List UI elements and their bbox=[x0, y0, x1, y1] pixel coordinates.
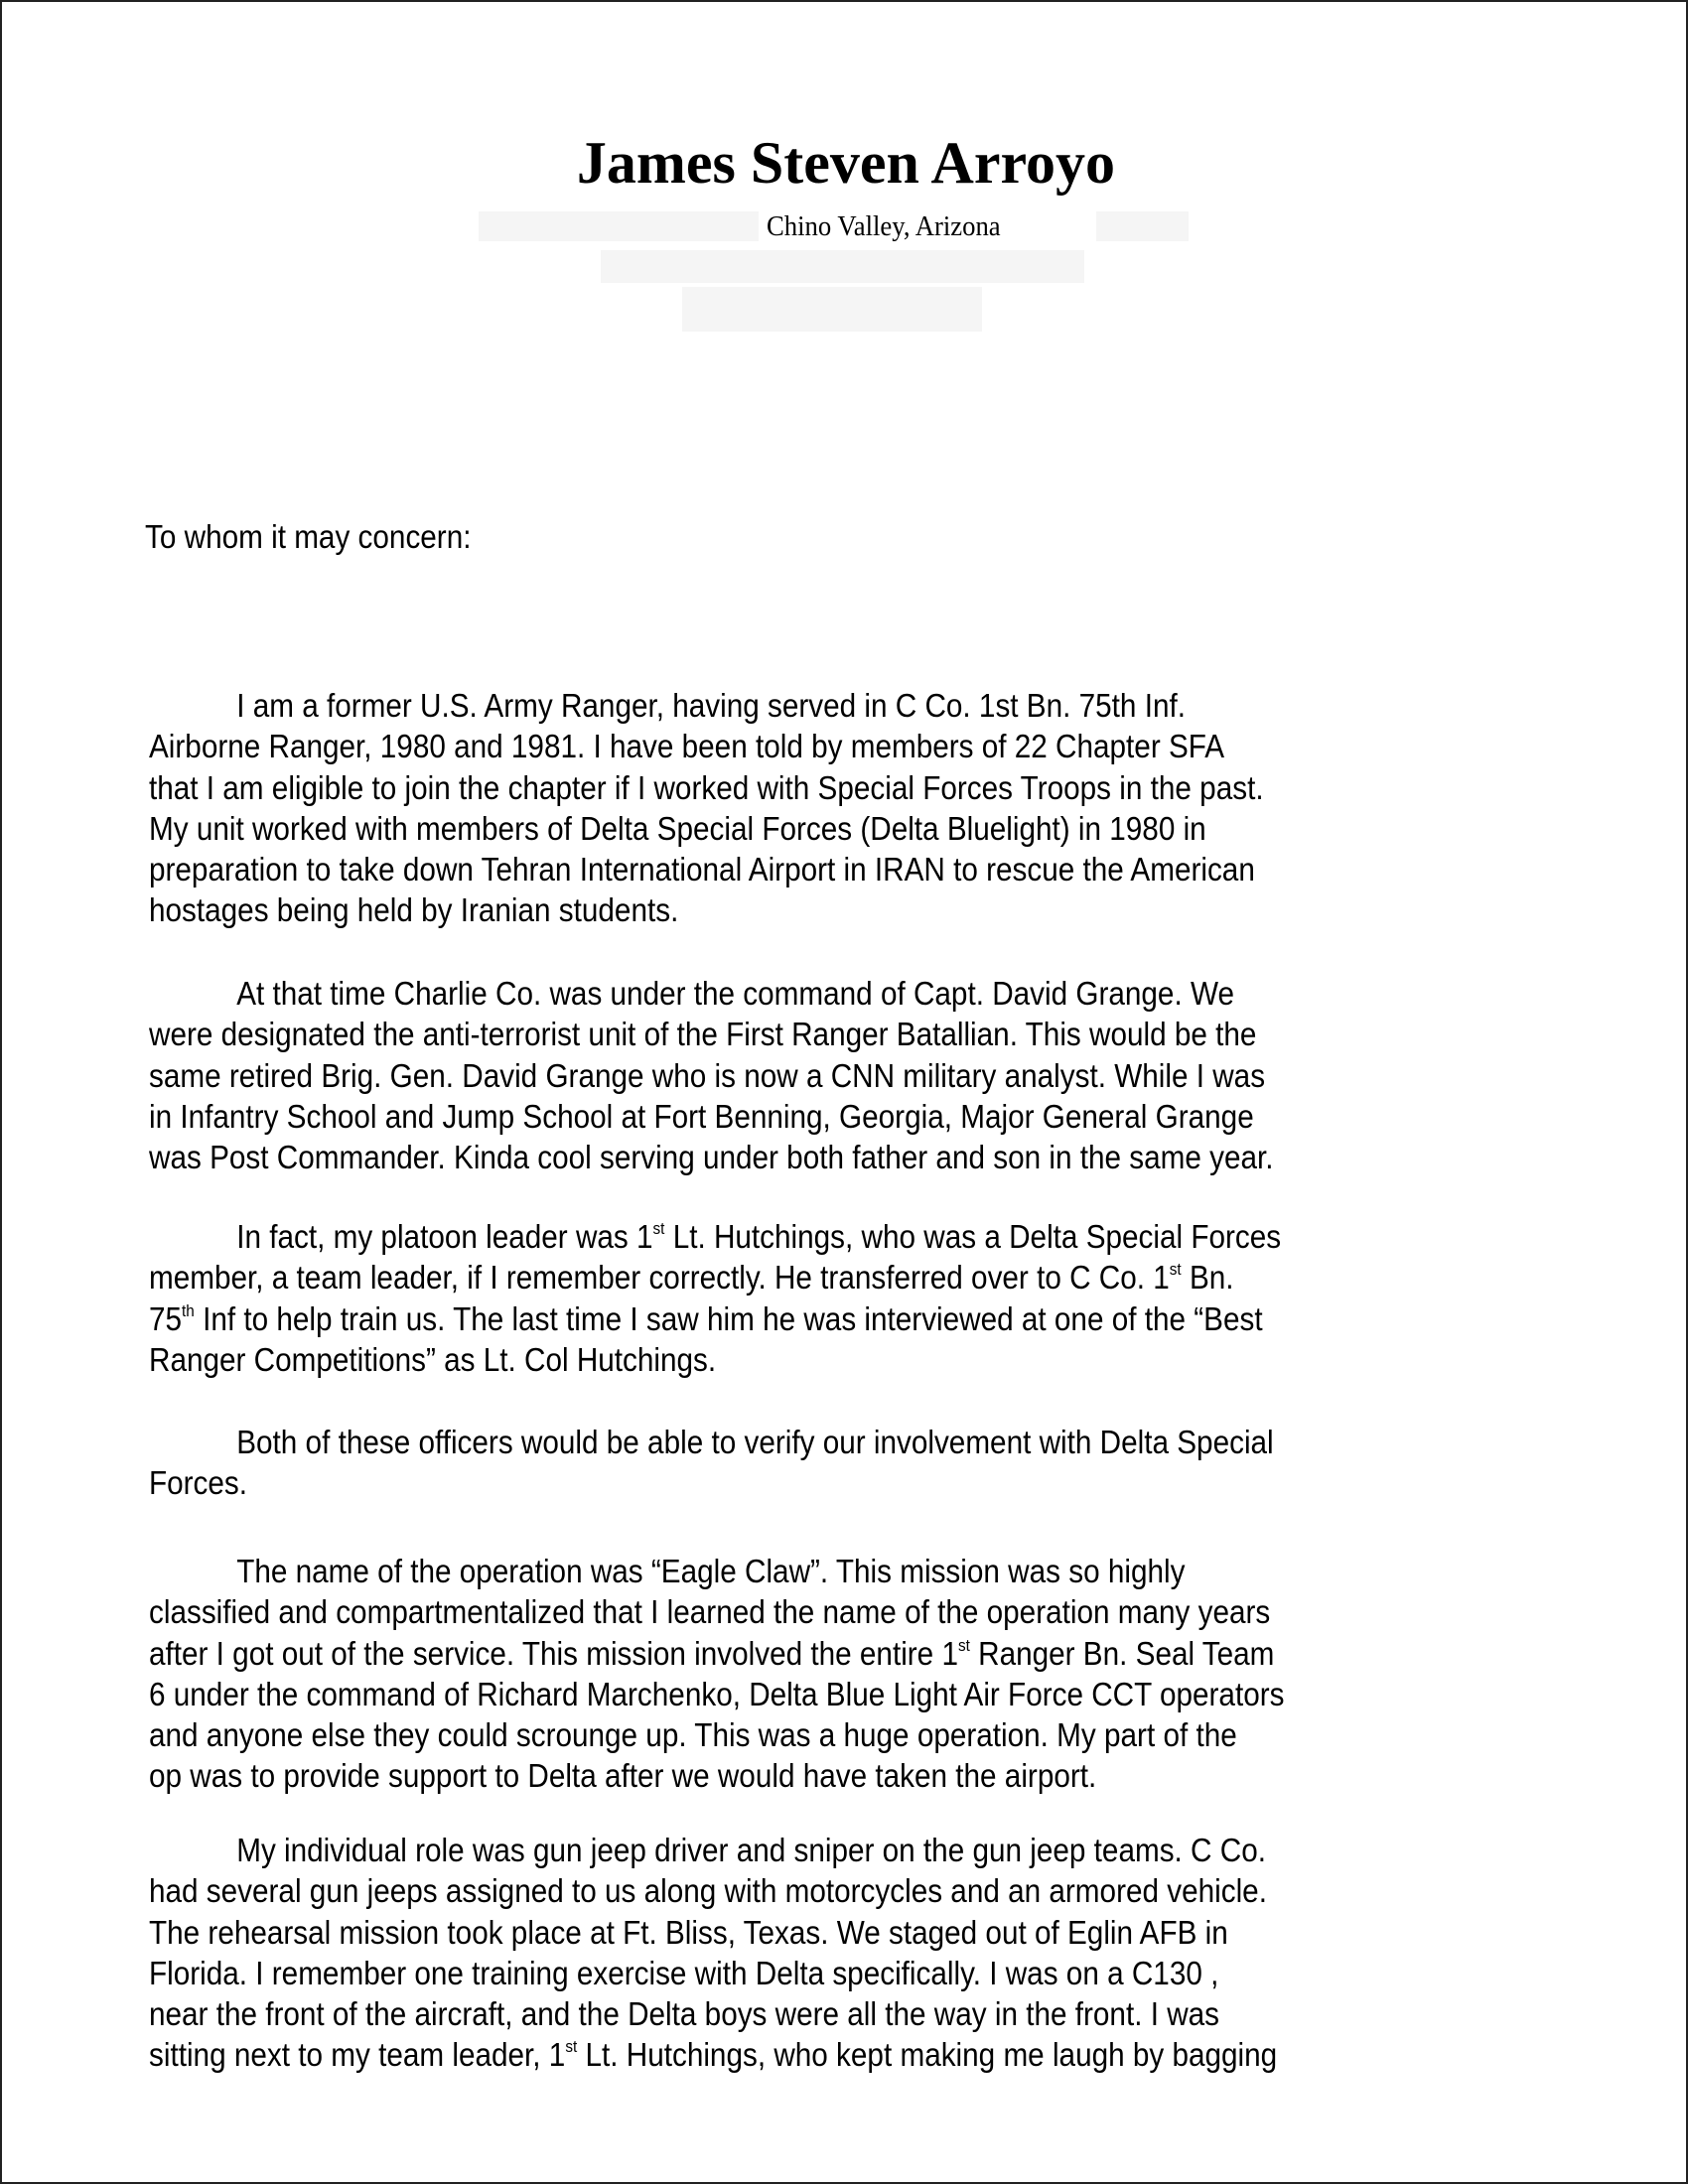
text-segment: Lt. Hutchings, who was a Delta Special Forces bbox=[664, 1218, 1282, 1255]
paragraph bbox=[149, 685, 1387, 931]
text-line: The rehearsal mission took place at Ft. Bliss, Texas. We staged out of Eglin AFB in bbox=[149, 1913, 1228, 1951]
text-line: was Post Commander. Kinda cool serving under both father and son in the same year. bbox=[149, 1139, 1274, 1176]
text-line: that I am eligible to join the chapter if I worked with Special Forces Troops in the past. bbox=[149, 768, 1264, 806]
text-line bbox=[149, 1633, 1284, 1674]
text-line: My unit worked with members of Delta Special Forces (Delta Bluelight) in 1980 in bbox=[149, 809, 1206, 847]
text-line bbox=[149, 1216, 1281, 1257]
text-line bbox=[149, 1298, 1281, 1339]
text-line: in Infantry School and Jump School at Fort Benning, Georgia, Major General Grange bbox=[149, 1097, 1254, 1135]
text-line: op was to provide support to Delta after we would have taken the airport. bbox=[149, 1757, 1097, 1795]
letterhead-name: James Steven Arroyo bbox=[576, 130, 1116, 196]
ordinal-suffix: st bbox=[565, 2037, 578, 2057]
text-segment: 75 bbox=[149, 1299, 183, 1337]
ordinal-suffix: st bbox=[1169, 1260, 1182, 1280]
text-line: hostages being held by Iranian students. bbox=[149, 891, 679, 929]
text-line: Forces. bbox=[149, 1464, 248, 1502]
text-line: classified and compartmentalized that I learned the name of the operation many years bbox=[149, 1593, 1271, 1631]
text-line: 6 under the command of Richard Marchenko, Delta Blue Light Air Force CCT operators bbox=[149, 1675, 1285, 1712]
text-line: The name of the operation was “Eagle Claw”. This mission was so highly bbox=[236, 1553, 1186, 1589]
text-line: same retired Brig. Gen. David Grange who is now a CNN military analyst. While I was bbox=[149, 1056, 1266, 1094]
text-line: Airborne Ranger, 1980 and 1981. I have been told by members of 22 Chapter SFA bbox=[149, 728, 1225, 765]
text-line: Both of these officers would be able to verify our involvement with Delta Special bbox=[236, 1424, 1274, 1460]
ordinal-suffix: st bbox=[652, 1219, 665, 1238]
paragraph bbox=[149, 973, 1398, 1177]
text-line: and anyone else they could scrounge up. This was a huge operation. My part of the bbox=[149, 1716, 1237, 1754]
text-segment: Ranger Bn. Seal Team bbox=[969, 1634, 1275, 1672]
paragraph bbox=[149, 1830, 1402, 2076]
text-line bbox=[149, 2034, 1277, 2075]
text-segment: sitting next to my team leader, 1 bbox=[149, 2036, 566, 2074]
text-segment: after I got out of the service. This mission involved the entire 1 bbox=[149, 1634, 958, 1672]
text-line: Ranger Competitions” as Lt. Col Hutchings. bbox=[149, 1340, 717, 1378]
salutation: To whom it may concern: bbox=[145, 518, 472, 555]
text-segment: In fact, my platoon leader was 1 bbox=[236, 1218, 653, 1255]
redaction-box bbox=[1096, 211, 1189, 241]
text-line: At that time Charlie Co. was under the command of Capt. David Grange. We bbox=[236, 975, 1234, 1012]
redaction-box bbox=[601, 250, 1084, 283]
ordinal-suffix: th bbox=[182, 1300, 195, 1320]
ordinal-suffix: st bbox=[957, 1635, 970, 1655]
text-line: My individual role was gun jeep driver and sniper on the gun jeep teams. C Co. bbox=[236, 1832, 1266, 1868]
text-segment: Inf to help train us. The last time I saw him he was interviewed at one of the “Best bbox=[194, 1299, 1263, 1337]
text-line: had several gun jeeps assigned to us along with motorcycles and an armored vehicle. bbox=[149, 1872, 1267, 1910]
letterhead-location: Chino Valley, Arizona bbox=[767, 210, 1001, 242]
redaction-box bbox=[682, 287, 982, 332]
text-line bbox=[149, 1257, 1281, 1297]
text-segment: Lt. Hutchings, who kept making me laugh by bagging bbox=[577, 2036, 1278, 2074]
text-line: were designated the anti-terrorist unit of the First Ranger Batallian. This would be the bbox=[149, 1016, 1257, 1053]
text-line: near the front of the aircraft, and the Delta boys were all the way in the front. I was bbox=[149, 1995, 1220, 2033]
paragraph bbox=[149, 1422, 1399, 1504]
text-line: preparation to take down Tehran International Airport in IRAN to rescue the American bbox=[149, 851, 1255, 888]
text-line: I am a former U.S. Army Ranger, having served in C Co. 1st Bn. 75th Inf. bbox=[236, 687, 1186, 724]
paragraph bbox=[149, 1216, 1407, 1380]
text-segment: member, a team leader, if I remember correctly. He transferred over to C Co. 1 bbox=[149, 1259, 1170, 1297]
redaction-box bbox=[479, 211, 759, 241]
text-segment: Bn. bbox=[1181, 1259, 1234, 1297]
paragraph bbox=[149, 1551, 1411, 1797]
text-line: Florida. I remember one training exercise with Delta specifically. I was on a C130 , bbox=[149, 1954, 1219, 1991]
